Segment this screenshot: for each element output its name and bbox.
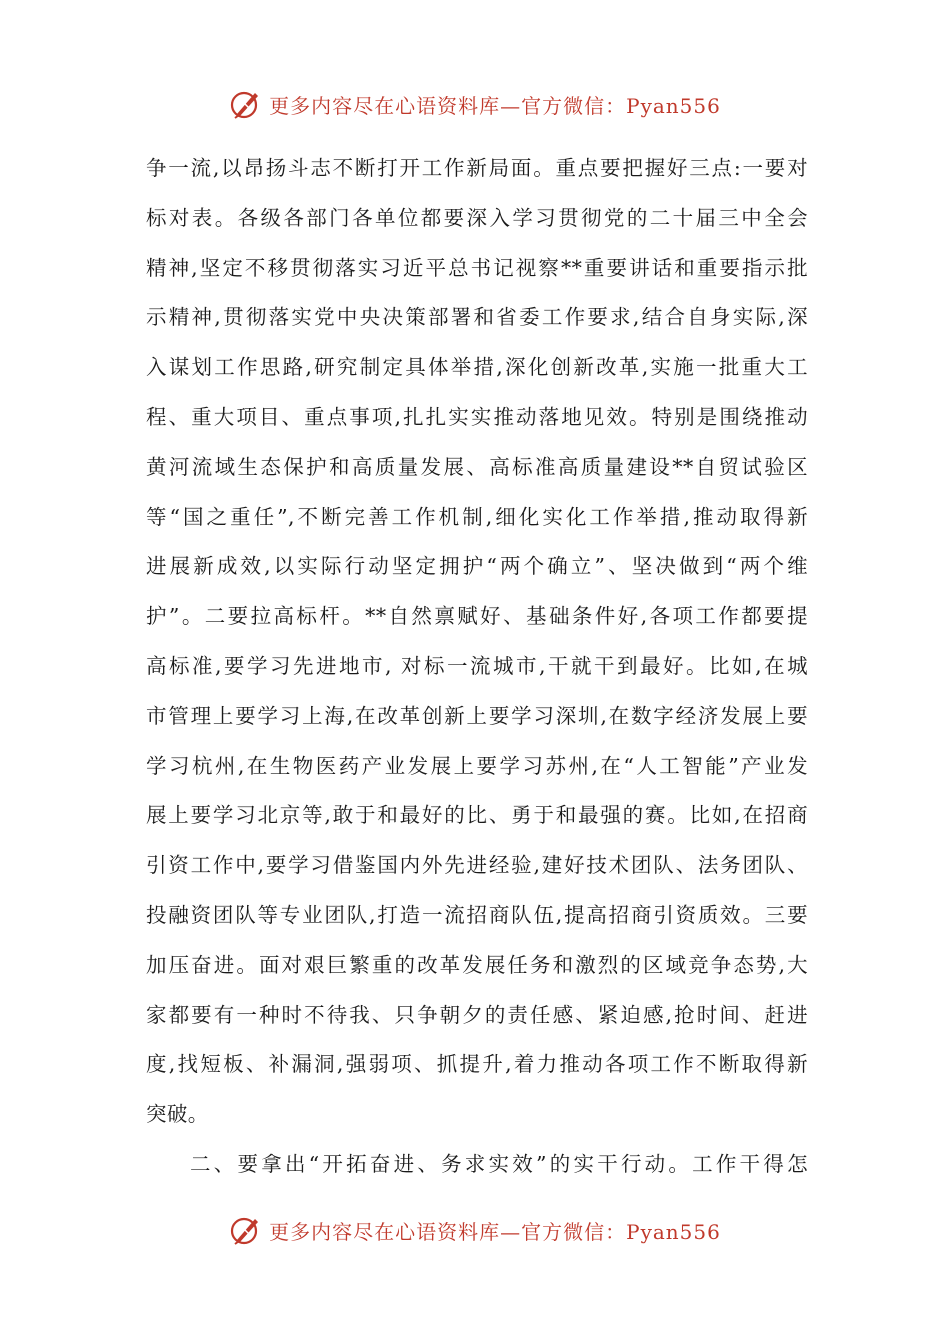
- body-line-6: 程、重大项目、重点事项,扎扎实实推动落地见效。特别是围绕推动: [146, 404, 808, 429]
- body-line-15: 引资工作中,要学习借鉴国内外先进经验,建好技术团队、法务团队、: [146, 853, 808, 878]
- body-line-12: 市管理上要学习上海,在改革创新上要学习深圳,在数字经济发展上要: [146, 703, 808, 728]
- body-line-4: 示精神,贯彻落实党中央决策部署和省委工作要求,结合自身实际,深: [146, 305, 808, 330]
- body-line-10: 护”。二要拉高标杆。**自然禀赋好、基础条件好,各项工作都要提: [146, 604, 808, 629]
- header-banner: [0, 84, 950, 124]
- footer-banner-text: 更多内容尽在心语资料库—官方微信：Pyan556: [269, 1219, 721, 1244]
- header-banner-text: 更多内容尽在心语资料库—官方微信：Pyan556: [269, 93, 721, 118]
- body-line-14: 展上要学习北京等,敢于和最好的比、勇于和最强的赛。比如,在招商: [146, 803, 808, 828]
- document-body: [146, 144, 808, 1190]
- body-line-7: 黄河流域生态保护和高质量发展、高标准高质量建设**自贸试验区: [146, 454, 808, 479]
- body-line-20: 突破。: [146, 1102, 209, 1127]
- body-line-13: 学习杭州,在生物医药产业发展上要学习苏州,在“人工智能”产业发: [146, 753, 808, 778]
- body-line-2: 标对表。各级各部门各单位都要深入学习贯彻党的二十届三中全会: [146, 205, 808, 230]
- body-line-19: 度,找短板、补漏洞,强弱项、抓提升,着力推动各项工作不断取得新: [146, 1052, 808, 1077]
- body-line-3: 精神,坚定不移贯彻落实习近平总书记视察**重要讲话和重要指示批: [146, 255, 808, 280]
- body-line-11: 高标准,要学习先进地市, 对标一流城市,干就干到最好。比如,在城: [146, 653, 808, 678]
- footer-banner: [0, 1210, 950, 1250]
- body-line-1: 争一流,以昂扬斗志不断打开工作新局面。重点要把握好三点:一要对: [146, 156, 808, 180]
- pen-feather-logo-icon: [229, 1213, 263, 1247]
- section-heading-line: 二、要拿出“开拓奋进、务求实效”的实干行动。工作干得怎: [190, 1151, 808, 1176]
- body-line-9: 进展新成效,以实际行动坚定拥护“两个确立”、坚决做到“两个维: [146, 554, 808, 579]
- body-line-16: 投融资团队等专业团队,打造一流招商队伍,提高招商引资质效。三要: [146, 902, 808, 927]
- body-line-17: 加压奋进。面对艰巨繁重的改革发展任务和激烈的区域竞争态势,大: [146, 952, 808, 977]
- body-line-5: 入谋划工作思路,研究制定具体举措,深化创新改革,实施一批重大工: [146, 355, 808, 380]
- pen-feather-logo-icon: [229, 87, 263, 121]
- body-line-8: 等“国之重任”,不断完善工作机制,细化实化工作举措,推动取得新: [146, 504, 808, 529]
- body-line-18: 家都要有一种时不待我、只争朝夕的责任感、紧迫感,抢时间、赶进: [146, 1002, 808, 1027]
